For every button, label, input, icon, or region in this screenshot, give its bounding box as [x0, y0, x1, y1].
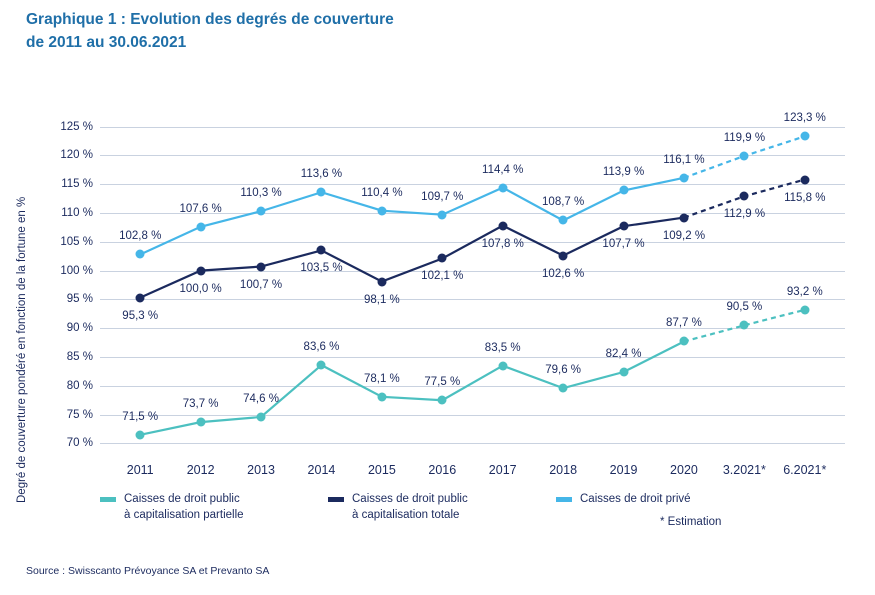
- data-label: 108,7 %: [542, 196, 585, 209]
- data-point: [317, 361, 326, 370]
- y-tick-label: 70 %: [66, 437, 93, 450]
- source-note: Source : Swisscanto Prévoyance SA et Prevanto SA: [26, 565, 270, 577]
- data-label: 109,7 %: [421, 190, 464, 203]
- data-label: 71,5 %: [122, 410, 159, 423]
- data-point: [559, 251, 568, 260]
- legend-swatch-1: [328, 497, 344, 502]
- data-point: [498, 221, 507, 230]
- y-tick-label: 105 %: [60, 235, 93, 248]
- data-label: 102,6 %: [542, 267, 585, 280]
- x-tick-label: 3.2021*: [722, 463, 766, 477]
- data-label: 102,8 %: [119, 230, 162, 243]
- y-tick-label: 120 %: [60, 149, 93, 162]
- legend-label-1-line2: à capitalisation totale: [352, 508, 460, 521]
- data-label: 113,6 %: [300, 168, 343, 181]
- page-title-line1: Graphique 1 : Evolution des degrés de couverture: [26, 11, 394, 28]
- data-point: [498, 183, 507, 192]
- y-axis-label: Degré de couverture pondéré en fonction de la fortune en %: [16, 196, 28, 503]
- data-label: 113,9 %: [602, 166, 645, 179]
- x-tick-label: 2014: [307, 463, 336, 477]
- data-label: 116,1 %: [663, 153, 705, 166]
- y-axis-label-wrap: [16, 196, 28, 503]
- data-label: 73,7 %: [182, 398, 219, 411]
- data-point: [740, 192, 749, 201]
- data-point: [740, 321, 749, 330]
- legend-swatch-0: [100, 497, 116, 502]
- data-label: 107,8 %: [481, 237, 524, 250]
- data-point: [498, 361, 507, 370]
- data-point: [136, 250, 145, 259]
- data-label: 102,1 %: [421, 270, 464, 283]
- series-line-solid: [140, 341, 684, 434]
- series-line-solid: [140, 218, 684, 298]
- data-label: 110,4 %: [361, 186, 403, 199]
- legend-item-0: [100, 492, 244, 523]
- estimation-footnote: * Estimation: [660, 516, 722, 528]
- page-title-line2: de 2011 au 30.06.2021: [26, 34, 187, 52]
- x-tick-label: 2018: [549, 463, 578, 477]
- data-label: 79,6 %: [545, 364, 582, 377]
- data-label: 78,1 %: [363, 372, 400, 385]
- data-point: [196, 266, 205, 275]
- y-tick-label: 85 %: [66, 351, 93, 364]
- data-point: [800, 305, 809, 314]
- data-point: [257, 262, 266, 271]
- y-tick-label: 110 %: [61, 206, 93, 219]
- data-point: [257, 412, 266, 421]
- legend-item-1: [328, 492, 468, 523]
- data-point: [619, 222, 628, 231]
- plot-area: [60, 112, 845, 477]
- legend-label-0-line2: à capitalisation partielle: [124, 508, 244, 521]
- y-tick-label: 95 %: [66, 293, 93, 306]
- data-point: [559, 384, 568, 393]
- x-tick-label: 2016: [428, 463, 457, 477]
- page-title: [26, 8, 626, 55]
- x-tick-label: 2013: [247, 463, 275, 477]
- data-point: [679, 173, 688, 182]
- data-label: 83,5 %: [484, 341, 521, 354]
- data-point: [317, 246, 326, 255]
- data-point: [257, 207, 266, 216]
- x-tick-label: 2011: [126, 463, 154, 477]
- data-label: 123,3 %: [783, 112, 826, 125]
- x-tick-label: 6.2021*: [783, 463, 827, 477]
- data-point: [377, 206, 386, 215]
- legend-label-0-line1: Caisses de droit public: [124, 493, 240, 505]
- data-label: 98,1 %: [363, 293, 400, 306]
- data-point: [438, 396, 447, 405]
- data-point: [740, 151, 749, 160]
- data-point: [559, 216, 568, 225]
- data-label: 107,6 %: [179, 202, 222, 215]
- data-point: [196, 222, 205, 231]
- legend-swatch-2: [556, 497, 572, 502]
- data-label: 74,6 %: [243, 392, 279, 405]
- data-label: 103,5 %: [300, 262, 343, 275]
- data-label: 95,3 %: [122, 309, 159, 322]
- data-point: [377, 392, 386, 401]
- data-label: 114,4 %: [482, 163, 524, 176]
- data-label: 109,2 %: [662, 229, 706, 242]
- x-tick-label: 2019: [609, 463, 638, 477]
- data-point: [619, 186, 628, 195]
- data-label: 90,5 %: [726, 301, 763, 314]
- data-label: 87,7 %: [666, 317, 702, 330]
- data-point: [800, 132, 809, 141]
- y-tick-label: 115 %: [61, 178, 93, 191]
- data-label: 100,0 %: [179, 282, 222, 295]
- legend-label-1-line1: Caisses de droit public: [352, 493, 468, 505]
- data-label: 119,9 %: [723, 131, 766, 144]
- data-label: 107,7 %: [602, 238, 645, 251]
- x-tick-label: 2012: [186, 463, 215, 477]
- data-point: [679, 213, 688, 222]
- data-label: 112,9 %: [723, 208, 766, 221]
- data-point: [438, 254, 447, 263]
- data-label: 115,8 %: [784, 191, 826, 204]
- data-label: 110,3 %: [240, 187, 282, 200]
- data-label: 100,7 %: [239, 278, 283, 291]
- data-point: [136, 293, 145, 302]
- y-tick-label: 125 %: [60, 120, 93, 133]
- data-point: [136, 430, 145, 439]
- data-point: [800, 175, 809, 184]
- y-tick-label: 90 %: [66, 322, 93, 335]
- x-tick-label: 2017: [488, 463, 517, 477]
- y-tick-label: 75 %: [66, 408, 93, 421]
- data-label: 77,5 %: [424, 376, 461, 389]
- data-point: [619, 368, 628, 377]
- data-label: 93,2 %: [786, 285, 823, 298]
- data-point: [679, 337, 688, 346]
- legend-label-2-line1: Caisses de droit privé: [580, 493, 691, 505]
- data-point: [377, 277, 386, 286]
- x-tick-label: 2015: [367, 463, 396, 477]
- y-tick-label: 100 %: [60, 264, 93, 277]
- data-point: [438, 210, 447, 219]
- data-label: 82,4 %: [605, 348, 642, 361]
- x-tick-label: 2020: [670, 463, 698, 477]
- data-point: [196, 418, 205, 427]
- data-point: [317, 188, 326, 197]
- y-tick-label: 80 %: [66, 379, 93, 392]
- legend-item-2: [556, 492, 691, 508]
- data-label: 83,6 %: [303, 341, 340, 354]
